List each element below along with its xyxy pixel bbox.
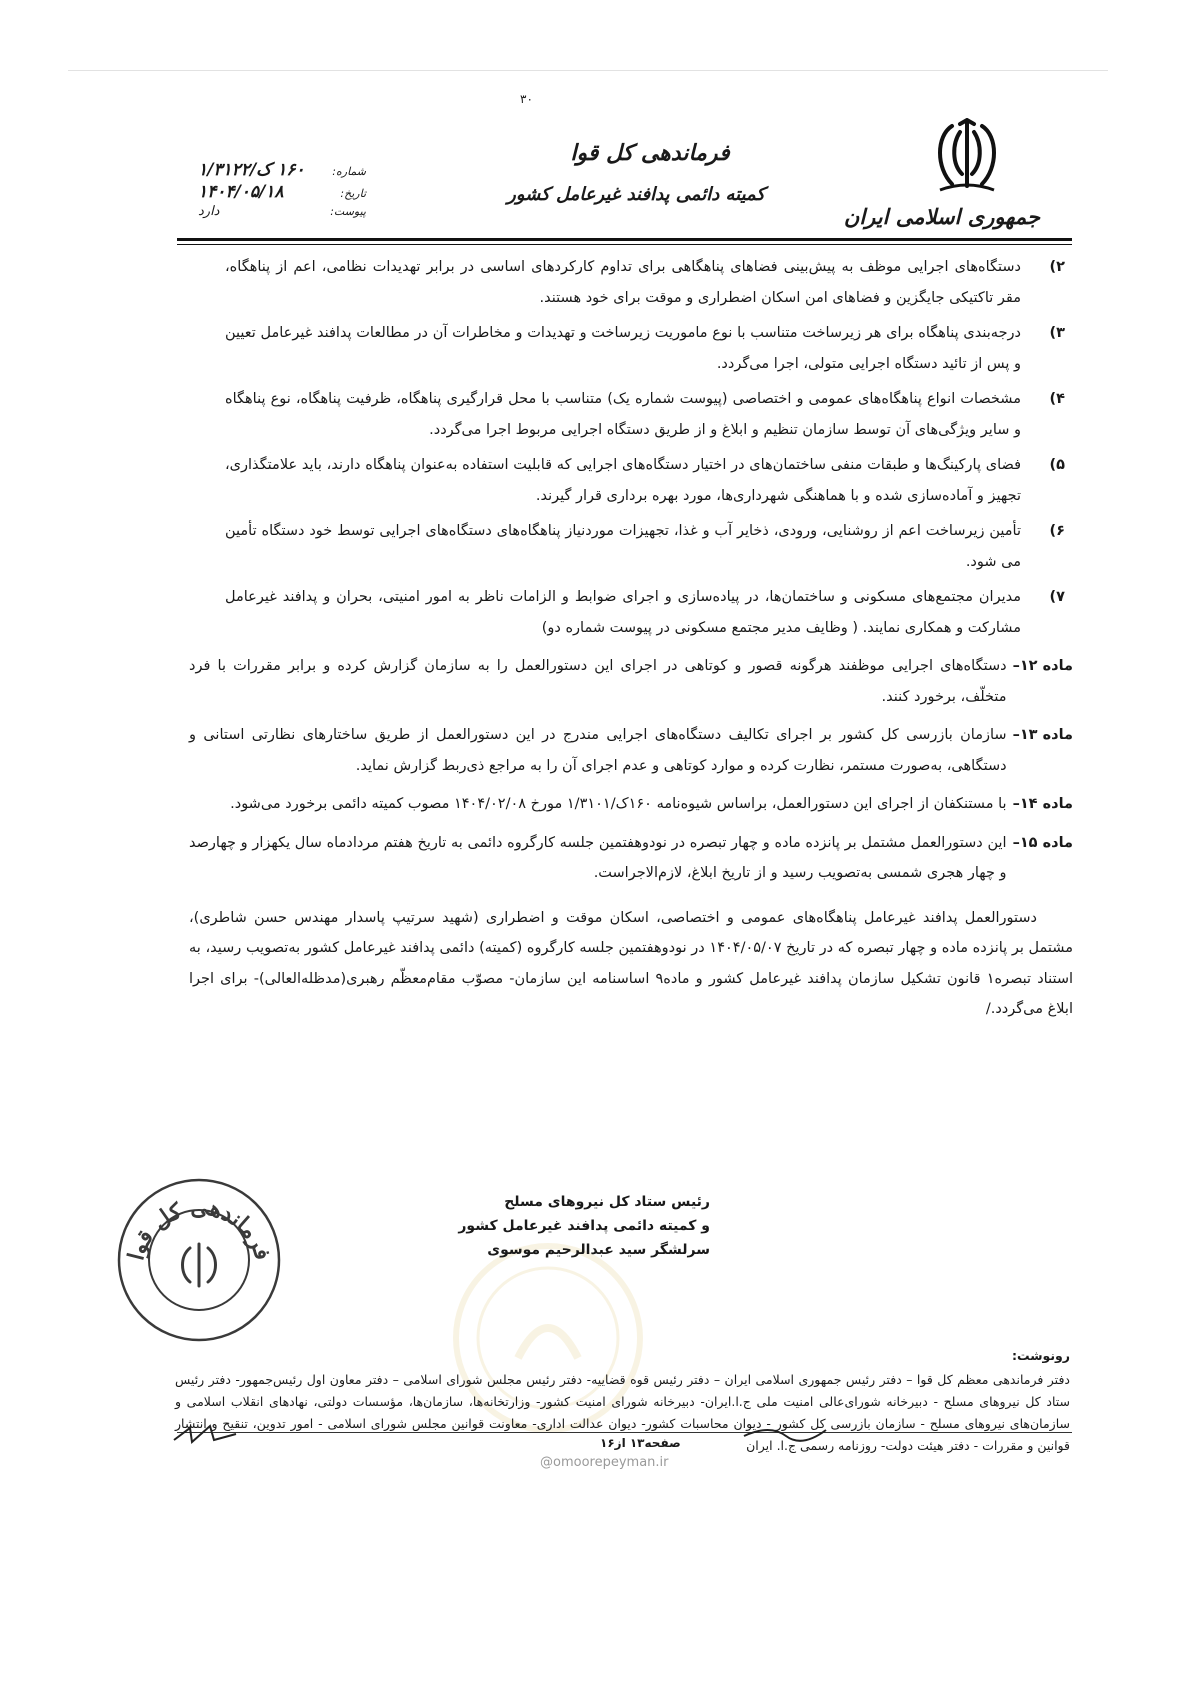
list-item xyxy=(225,450,1073,511)
item-number: ۲) xyxy=(1049,259,1065,275)
item-text: دستگاه‌های اجرایی موظف به پیش‌بینی فضاهای پناهگاهی برای تداوم کارکردهای اساسی در برابر تهدیدات نظامی، اعم از پناهگاه، مقر تاکتیکی جایگزین و فضاهای امن اسکان اضطراری و موقت برای خود هستند. xyxy=(225,259,1021,306)
item-text: تأمین زیرساخت اعم از روشنایی، ورودی، ذخایر آب و غذا، تجهیزات موردنیاز پناهگاه‌های دستگاه‌های اجرایی توسط خود دستگاه تأمین می شود. xyxy=(225,523,1021,570)
date-label: تاریخ: xyxy=(340,187,366,200)
article xyxy=(189,789,1073,820)
document-body xyxy=(189,252,1074,1025)
article xyxy=(189,828,1073,889)
attachment-row xyxy=(198,204,366,226)
org-line-2: کمیته دائمی پدافند غیرعامل کشور xyxy=(507,184,765,205)
cc-title: رونوشت: xyxy=(1011,1348,1070,1363)
article xyxy=(189,651,1073,712)
article-text: با مستنکفان از اجرای این دستورالعمل، براساس شیوه‌نامه ۱۶۰ک/۱/۳۱۰۱ مورخ ۱۴۰۴/۰۲/۰۸ مصوب کمیته دائمی برخورد می‌شود. xyxy=(230,796,1007,812)
republic-name: جمهوری اسلامی ایران xyxy=(843,204,1040,229)
date-row xyxy=(198,182,366,204)
list-item xyxy=(225,318,1073,379)
article xyxy=(189,720,1073,781)
header-divider-thin xyxy=(177,244,1072,245)
official-seal-icon xyxy=(112,1170,287,1345)
article-text: این دستورالعمل مشتمل بر پانزده ماده و چهار تبصره در نودوهفتمین جلسه کارگروه دائمی به تاریخ هفتم مردادماه سال یکهزار و چهارصد و چهار هجری شمسی به‌تصویب رسید و از تاریخ ابلاغ، لازم‌الاجراست. xyxy=(189,834,1007,881)
organization-header xyxy=(507,140,765,205)
article-label: ماده ۱۲– xyxy=(1012,658,1073,674)
handwritten-mark-icon xyxy=(740,1418,830,1448)
footer-divider xyxy=(177,1432,1072,1433)
item-number: ۳) xyxy=(1049,325,1065,341)
header-divider xyxy=(177,238,1072,241)
list-item xyxy=(225,252,1073,313)
item-number: ۶) xyxy=(1049,523,1065,539)
item-text: فضای پارکینگ‌ها و طبقات منفی ساختمان‌های در اختیار دستگاه‌های اجرایی که قابلیت استفاده به‌عنوان پناهگاه دارند، باید علامتگذاری، تجهیز و آماده‌سازی شده و با هماهنگی شهرداری‌ها، مورد بهره برداری قرار گیرند. xyxy=(225,457,1021,504)
article-text: دستگاه‌های اجرایی موظفند هرگونه قصور و کوتاهی در اجرای این دستورالعمل را به سازمان گزارش کرده و برابر مقررات با فرد متخلّف، برخورد کنند. xyxy=(189,658,1007,705)
letter-meta xyxy=(198,160,366,226)
signer-title-1: رئیس ستاد کل نیروهای مسلح xyxy=(504,1194,710,1210)
item-text: درجه‌بندی پناهگاه برای هر زیرساخت متناسب با نوع ماموریت زیرساخت و تهدیدات و مخاطرات آن در مطالعات پدافند غیرعامل تعیین و پس از تائید دستگاه اجرایی متولی، اجرا می‌گردد. xyxy=(225,325,1021,372)
item-number: ۵) xyxy=(1049,457,1065,473)
article-label: ماده ۱۴– xyxy=(1012,796,1073,812)
list-item xyxy=(225,516,1073,577)
attachment-label: پیوست: xyxy=(330,205,366,218)
item-number: ۴) xyxy=(1049,391,1065,407)
article-text: سازمان بازرسی کل کشور بر اجرای تکالیف دستگاه‌های اجرایی مندرج در این دستورالعمل از طریق ساختارهای نظارتی استانی و دستگاهی، به‌صورت مستمر، نظارت کرده و موارد کوتاهی و عدم اجرای آن را به مراجع ذی‌ربط گزارش نماید. xyxy=(189,727,1007,774)
item-text: مشخصات انواع پناهگاه‌های عمومی و اختصاصی (پیوست شماره یک) متناسب با محل قرارگیری پناهگاه، ظرفیت پناهگاه، نوع پناهگاه و سایر ویژگی‌های آن توسط سازمان تنظیم و ابلاغ و از طریق دستگاه اجرایی مربوط اجرا می‌گردد. xyxy=(225,391,1021,438)
svg-text:فرماندهی کل قوا: فرماندهی کل قوا xyxy=(123,1194,276,1263)
number-row xyxy=(198,160,366,182)
signer-title-2: و کمیته دائمی پدافند غیرعامل کشور xyxy=(458,1218,710,1234)
final-paragraph: دستورالعمل پدافند غیرعامل پناهگاه‌های عمومی و اختصاصی، اسکان موقت و اضطراری (شهید سرتیپ پاسدار مهندس حسن شاطری)، مشتمل بر پانزده ماده و چهار تبصره که در تاریخ ۱۴۰۴/۰۵/۰۷ در نودوهفتمین جلسه کارگروه (کمیته) دائمی پدافند غیرعامل کشور به‌تصویب رسید، به استناد تبصره۱ قانون تشکیل سازمان پدافند غیرعامل کشور و ماده۹ اساسنامه این سازمان- مصوّب مقام‌معظّم رهبری(مدظله‌العالی)- برای اجرا ابلاغ می‌گردد./ xyxy=(189,909,1074,1017)
attachment-value: دارد xyxy=(198,204,220,219)
list-item xyxy=(225,384,1073,445)
number-label: شماره: xyxy=(332,165,366,178)
page-mark: ۳۰ xyxy=(520,92,533,106)
date-value: ۱۴۰۴/۰۵/۱۸ xyxy=(198,182,284,202)
article-label: ماده ۱۳– xyxy=(1012,727,1073,743)
list-item xyxy=(225,582,1073,643)
item-text: مدیران مجتمع‌های مسکونی و ساختمان‌ها، در پیاده‌سازی و اجرای ضوابط و الزامات ناظر به امور امنیتی، بحران و پدافند غیرعامل مشارکت و همکاری نمایند. ( وظایف مدیر مجتمع مسکونی در پیوست شماره دو) xyxy=(225,589,1021,636)
signer-name: سرلشگر سید عبدالرحیم موسوی xyxy=(487,1242,710,1258)
initials-mark-icon xyxy=(170,1420,240,1448)
cc-recipients: دفتر فرماندهی معظم کل قوا – دفتر رئیس جمهوری اسلامی ایران – دفتر رئیس قوه قضاییه- دفتر رئیس مجلس شورای اسلامی – دفتر معاون اول رئیس‌جمهور- دفتر رئیس ستاد کل نیروهای مسلح - دبیرخانه شورای‌عالی امنیت ملی ج.ا.ایران- دبیرخانه شورای امنیت کشور- وزارتخانه‌ها، سازمان‌ها، مؤسسات دولتی، نهادهای انقلاب اسلامی و سازمان‌های نیروهای مسلح - سازمان بازرسی کل کشور - دیوان محاسبات کشور- دیوان عدالت اداری- معاونت قوانین مجلس شورای اسلامی - امور تدوین، تنقیح و انتشار قوانین و مقررات - دفتر هیئت دولت- روزنامه رسمی ج.ا. ایران xyxy=(175,1372,1070,1453)
number-value: ۱۶۰ ک/۱/۳۱۲۲ xyxy=(198,160,305,180)
signature-block xyxy=(458,1190,710,1262)
item-number: ۷) xyxy=(1049,589,1065,605)
org-line-1: فرماندهی کل قوا xyxy=(570,140,730,166)
page-number: صفحه۱۳ از۱۶ xyxy=(600,1436,681,1450)
watermark-url: @omoorepeyman.ir xyxy=(540,1455,669,1470)
article-label: ماده ۱۵– xyxy=(1012,834,1073,851)
iran-emblem-icon xyxy=(922,118,1012,198)
